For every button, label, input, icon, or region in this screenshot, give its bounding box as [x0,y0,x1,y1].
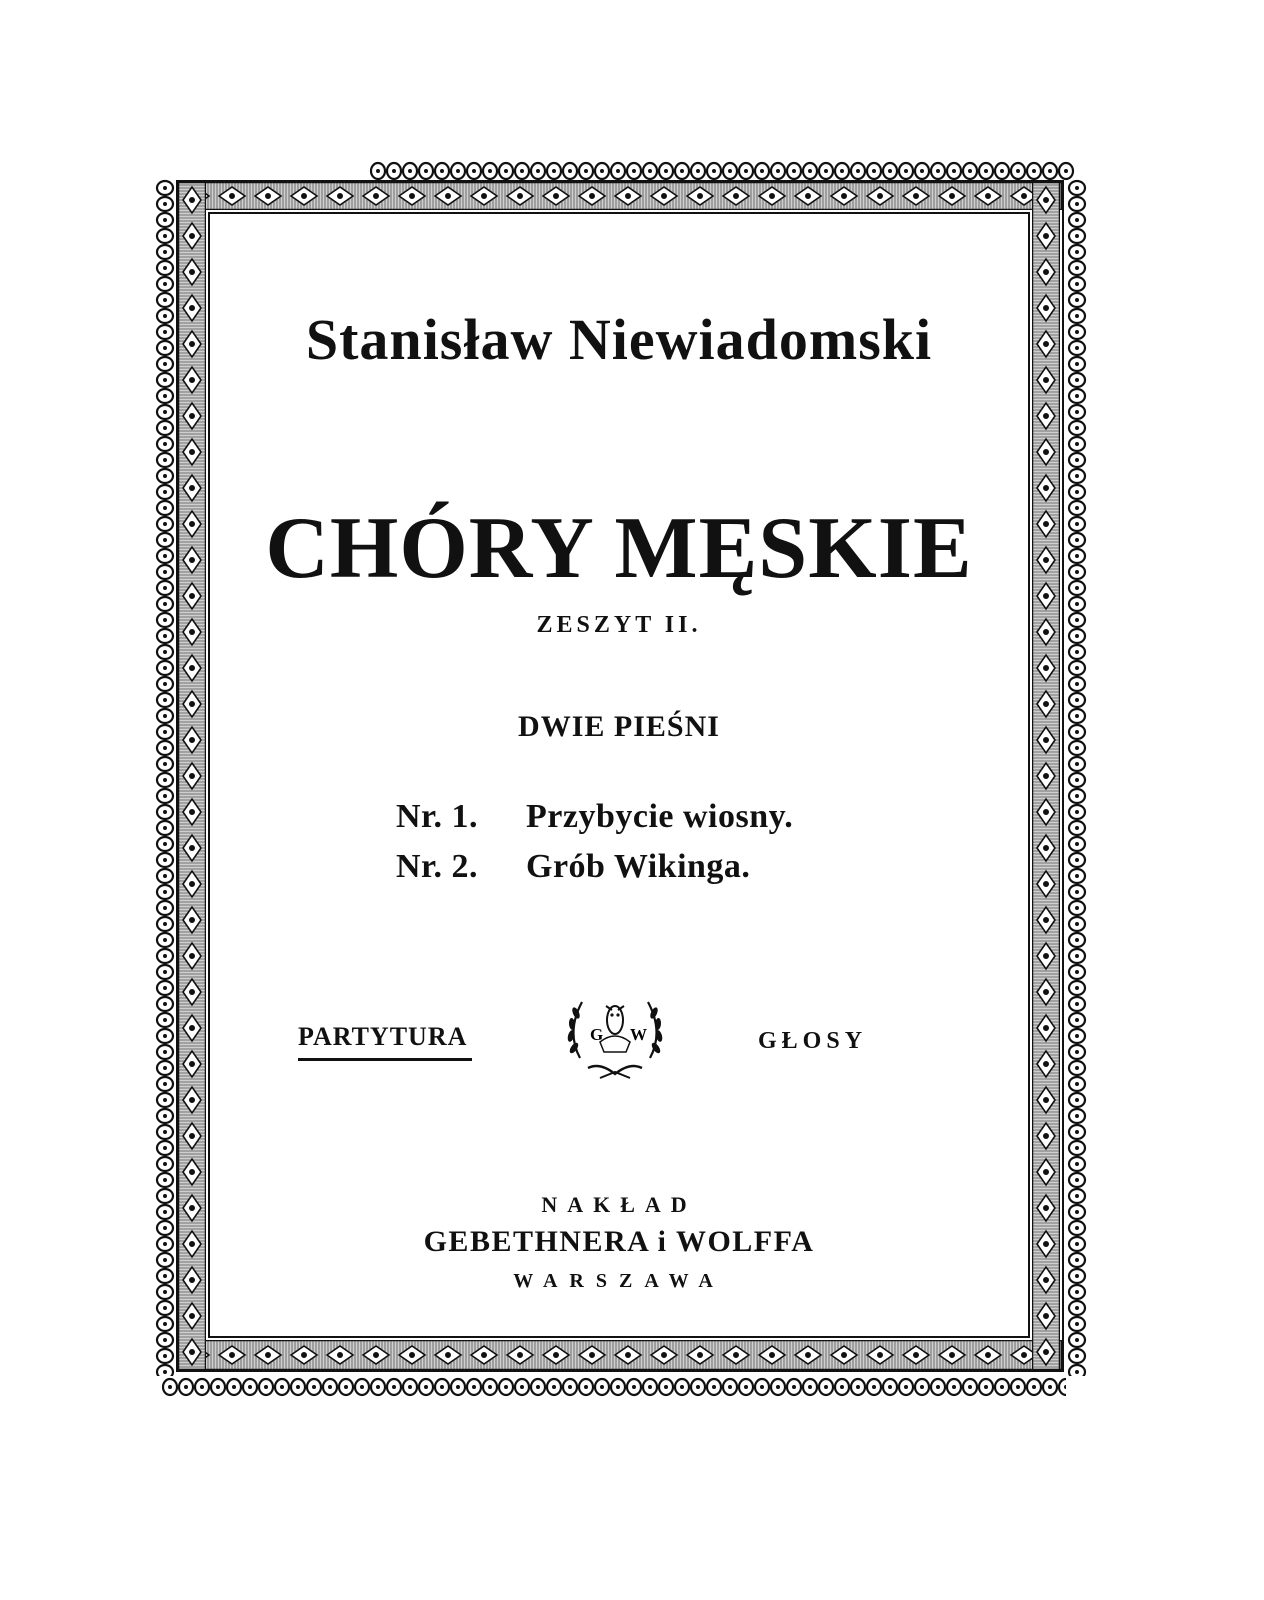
song-item [396,842,793,892]
score-option: PARTYTURA [298,1022,468,1051]
song-title: Przybycie wiosny. [526,798,794,835]
publisher-wreath-logo-icon [560,982,670,1088]
song-number: Nr. 2. [396,848,479,885]
song-list [396,792,793,892]
song-number: Nr. 1. [396,798,479,835]
subtitle: DWIE PIEŚNI [518,710,720,743]
chain-border-right [1066,176,1088,1376]
logo-letter-left: G [590,1025,604,1044]
imprint-label: NAKŁAD [541,1192,697,1217]
pattern-band-right [1032,182,1060,1370]
chain-border-bottom [158,1376,1066,1398]
song-title: Grób Wikinga. [526,848,751,885]
pattern-band-top [178,182,1062,210]
pattern-band-bottom [178,1340,1062,1370]
score-selected-underline [298,1058,472,1061]
author-name: Stanisław Niewiadomski [305,307,933,372]
song-item [396,792,793,842]
chain-border-top [366,160,1078,182]
chain-border-left [154,176,176,1376]
publisher-city: WARSZAWA [513,1270,725,1292]
publisher-name: GEBETHNERA i WOLFFA [423,1225,815,1258]
title-panel [208,212,1030,1338]
volume-label: ZESZYT II. [536,612,702,638]
pattern-band-left [178,182,206,1370]
logo-letter-right: W [630,1025,647,1044]
parts-option: GŁOSY [758,1028,868,1054]
work-title: CHÓRY MĘSKIE [265,500,973,597]
